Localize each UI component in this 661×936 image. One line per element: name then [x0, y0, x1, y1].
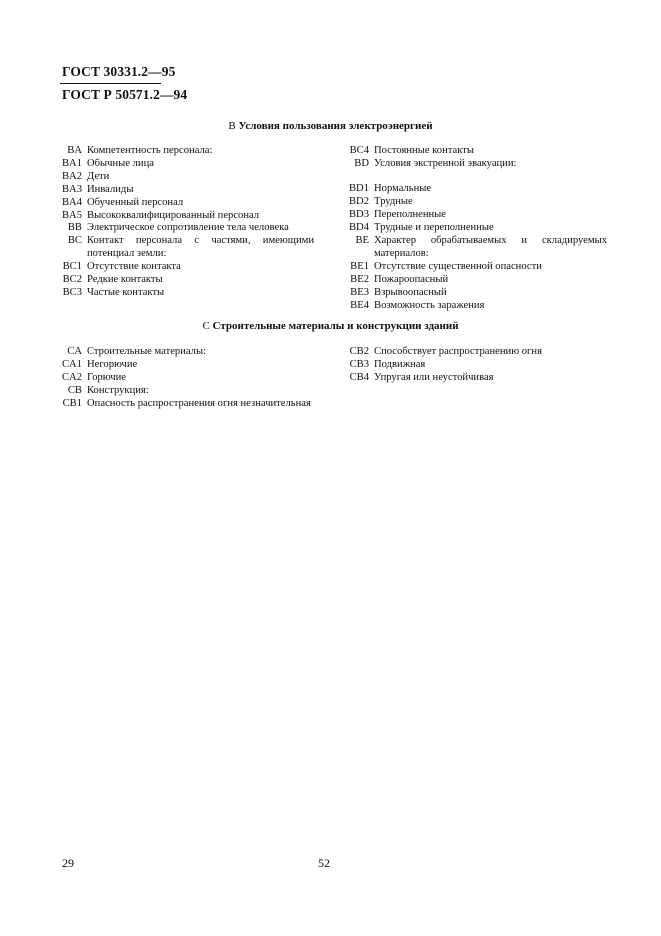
item-code: BC3	[62, 286, 82, 298]
list-item	[339, 209, 607, 222]
list-item	[339, 222, 607, 235]
section-b-right-column	[339, 145, 607, 312]
list-item	[339, 287, 607, 300]
list-item	[339, 300, 607, 313]
item-text: Взрывоопасный	[374, 286, 447, 298]
section-c-left-column	[52, 346, 314, 411]
list-item	[52, 184, 314, 197]
item-code: BE3	[350, 286, 369, 298]
section-c-heading	[0, 320, 661, 332]
item-text: Частые контакты	[87, 286, 165, 298]
item-text: Условия экстренной эвакуации:	[374, 157, 517, 169]
item-code: CB2	[349, 346, 369, 357]
item-code: BE2	[350, 273, 369, 285]
item-text: Переполненные	[374, 209, 446, 221]
item-text: Конструкция:	[87, 384, 149, 396]
item-code: BA2	[61, 170, 82, 182]
item-text: Горючие	[87, 371, 126, 383]
page-number-left: 29	[62, 856, 74, 870]
section-b-heading	[0, 120, 661, 132]
item-code: CA2	[61, 371, 82, 383]
item-code: BA4	[61, 196, 82, 208]
spacer	[339, 171, 607, 184]
item-text: Высококвалифицированный персонал	[87, 209, 260, 221]
list-item	[339, 261, 607, 274]
item-text: Контакт персонала с частями, имеющими потенциал земли:	[87, 235, 314, 260]
list-item	[339, 372, 607, 385]
list-item	[339, 183, 607, 196]
doc-header-line1: ГОСТ 30331.2—95	[62, 64, 176, 79]
item-code: BD2	[348, 196, 369, 208]
item-text: Электрическое сопротивление тела человека	[87, 222, 289, 234]
item-text: Упругая или неустойчивая	[374, 371, 494, 383]
list-item	[339, 145, 607, 158]
list-item	[52, 171, 314, 184]
list-item	[52, 372, 314, 385]
item-code: CB3	[349, 358, 369, 370]
item-code: BA	[67, 145, 82, 156]
item-code: CA1	[61, 358, 82, 370]
item-code: BE4	[350, 299, 369, 311]
list-item	[52, 222, 314, 235]
section-b-left-column	[52, 145, 314, 300]
item-text: Дети	[87, 170, 110, 182]
list-item	[339, 274, 607, 287]
list-item	[52, 261, 314, 274]
item-text: Инвалиды	[87, 183, 134, 195]
item-text: Обученный персонал	[87, 196, 184, 208]
list-item	[52, 346, 314, 359]
list-item	[52, 359, 314, 372]
item-text: Пожароопасный	[374, 273, 449, 285]
section-b-letter: B	[228, 120, 236, 132]
header-rule	[60, 83, 161, 84]
item-text: Отсутствие контакта	[87, 261, 181, 273]
item-code: BD3	[348, 209, 369, 221]
item-text: Негорючие	[87, 358, 138, 370]
item-text: Обычные лица	[87, 157, 154, 169]
list-item	[52, 158, 314, 171]
item-text: Отсутствие существенной опасности	[374, 260, 542, 272]
item-text: Трудные и переполненные	[374, 222, 494, 234]
item-text: Подвижная	[374, 358, 426, 370]
list-item	[339, 346, 607, 359]
page-number-center: 52	[318, 856, 330, 870]
list-item	[52, 197, 314, 210]
section-c-letter: C	[202, 320, 210, 332]
section-b-title: Условия пользования электроэнергией	[238, 120, 433, 132]
item-code: BE	[355, 235, 369, 247]
item-code: BA5	[61, 209, 82, 221]
item-text: Трудные	[374, 196, 413, 208]
doc-header-line2: ГОСТ Р 50571.2—94	[62, 87, 188, 102]
item-code: BD1	[348, 183, 369, 195]
list-item	[52, 274, 314, 287]
item-code: BC1	[62, 261, 82, 273]
item-code: BD4	[348, 222, 369, 234]
item-code: CB4	[349, 371, 369, 383]
item-code: CA	[67, 346, 82, 357]
item-code: BA1	[61, 157, 82, 169]
list-item	[52, 210, 314, 223]
list-item	[339, 235, 607, 261]
item-code: BA3	[61, 183, 82, 195]
item-code: CB	[67, 384, 82, 396]
item-code: BC4	[349, 145, 369, 156]
item-text: Характер обрабатываемых и складируемых материалов:	[374, 235, 607, 259]
list-item	[52, 398, 314, 411]
list-item	[339, 196, 607, 209]
section-c-title: Строительные материалы и конструкции зданий	[212, 320, 459, 332]
item-text: Нормальные	[374, 183, 432, 195]
list-item	[52, 287, 314, 300]
item-text: Опасность распространения огня незначительная	[87, 397, 311, 409]
section-c-right-column	[339, 346, 607, 385]
item-code: BB	[67, 222, 82, 234]
item-text: Способствует распространению огня	[374, 346, 542, 357]
list-item	[52, 145, 314, 158]
item-code: BD	[354, 157, 369, 169]
item-code: BE1	[350, 260, 369, 272]
list-item	[52, 385, 314, 398]
list-item	[339, 158, 607, 171]
item-code: BC2	[62, 274, 82, 286]
list-item	[52, 235, 314, 261]
item-text: Редкие контакты	[87, 274, 163, 286]
item-code: CB1	[62, 397, 82, 409]
item-code: BC	[67, 235, 82, 247]
list-item	[339, 359, 607, 372]
item-text: Строительные материалы:	[87, 346, 207, 357]
item-text: Постоянные контакты	[374, 145, 474, 156]
item-text: Компетентность персонала:	[87, 145, 213, 156]
item-text: Возможность заражения	[374, 299, 485, 311]
